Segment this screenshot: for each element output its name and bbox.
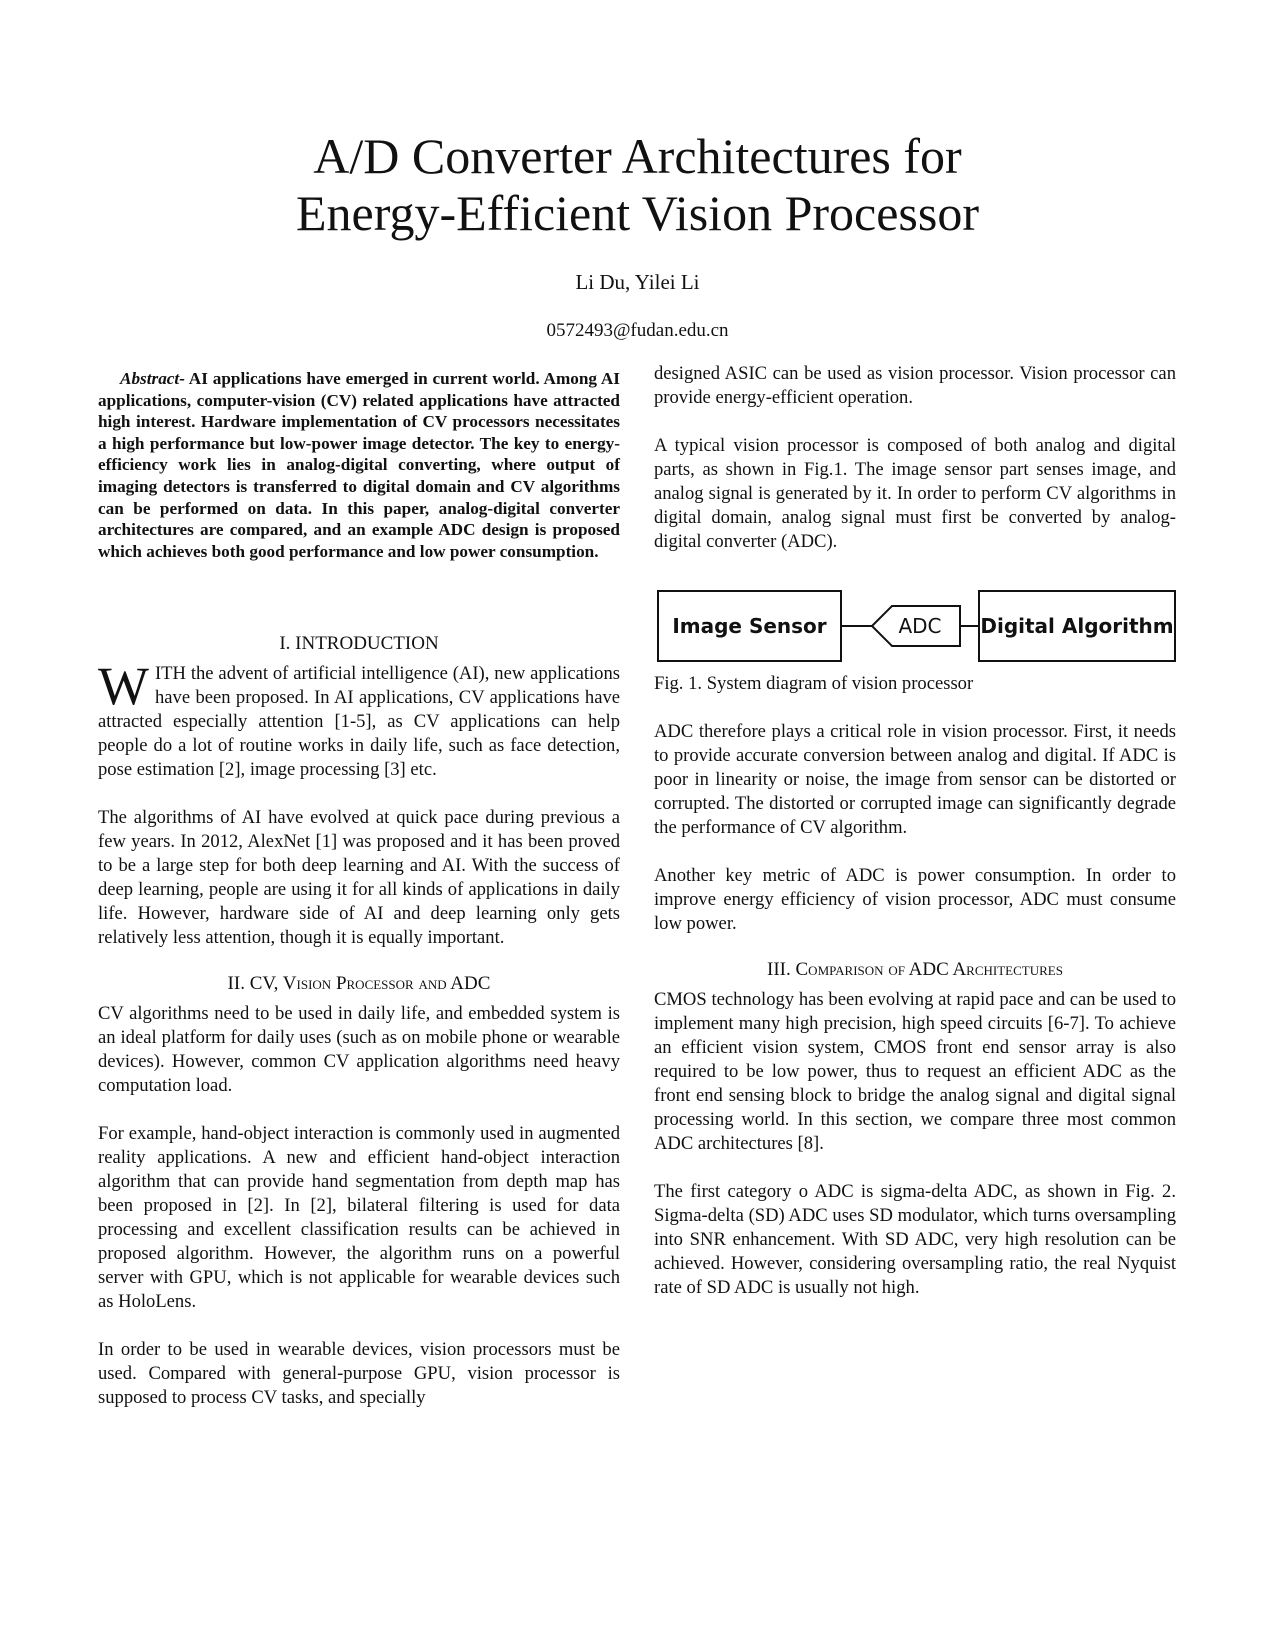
section2-paragraph-3: In order to be used in wearable devices, vision processors must be used. Compared with general-purpose GPU, vision processor is supposed to process CV tasks, and specially — [98, 1339, 620, 1409]
section-heading-introduction: I. INTRODUCTION — [279, 633, 439, 655]
title-line-2: Energy-Efficient Vision Processor — [296, 185, 979, 241]
authors: Li Du, Yilei Li — [575, 270, 700, 294]
figure-1-diagram — [654, 590, 1176, 662]
abstract-text: AI applications have emerged in current world. Among AI applications, computer-vision (CV) related applications have attracted high interest. Hardware implementation of CV processors necessitates a high performance but low-power image detector. The key to energy-efficiency work lies in analog-digital converting, where output of imaging detectors is transferred to digital domain and CV algorithms can be performed on data. In this paper, analog-digital converter architectures are compared, and an example ADC design is proposed which achieves both good performance and low power consumption. — [98, 369, 620, 561]
section-heading-comparison: III. Comparison of ADC Architectures — [767, 959, 1063, 980]
section3-paragraph-2: The first category o ADC is sigma-delta ADC, as shown in Fig. 2. Sigma-delta (SD) ADC uses SD modulator, which turns oversampling into SNR enhancement. With SD ADC, very high resolution can be achieved. However, considering oversampling ratio, the real Nyquist rate of SD ADC is usually not high. — [654, 1181, 1176, 1298]
intro-paragraph-1-text: ITH the advent of artificial intelligence (AI), new applications have been proposed. In AI applications, CV applications have attracted especially attention [1-5], as CV applications can help people do a lot of routine works in daily life, such as face detection, pose estimation [2], image processing [3] etc. — [98, 663, 620, 781]
connector-line-right — [961, 625, 979, 627]
right-paragraph-1: designed ASIC can be used as vision processor. Vision processor can provide energy-efficient operation. — [654, 363, 1176, 408]
left-column — [98, 368, 620, 1410]
right-paragraph-4: Another key metric of ADC is power consumption. In order to improve energy efficiency of vision processor, ADC must consume low power. — [654, 865, 1176, 934]
image-sensor-block: Image Sensor — [657, 590, 842, 662]
abstract — [98, 368, 620, 562]
title-line-1: A/D Converter Architectures for — [313, 128, 962, 184]
section2-paragraph-1: CV algorithms need to be used in daily life, and embedded system is an ideal platform for daily uses (such as on mobile phone or wearable devices). However, common CV application algorithms need heavy computation load. — [98, 1003, 620, 1097]
section2-paragraph-2: For example, hand-object interaction is commonly used in augmented reality applications. A new and efficient hand-object interaction algorithm that can provide hand segmentation from depth map has been proposed in [2]. In [2], bilateral filtering is used for data processing and excellent classification results can be achieved in proposed algorithm. However, the algorithm runs on a powerful server with GPU, which is not applicable for wearable devices such as HoloLens. — [98, 1123, 620, 1313]
right-column — [654, 363, 1176, 1300]
adc-block-label: ADC — [898, 614, 942, 638]
figure-1-caption: Fig. 1. System diagram of vision processor — [654, 673, 974, 694]
drop-cap: W — [98, 656, 149, 717]
intro-paragraph-1 — [98, 656, 620, 782]
author-email: 0572493@fudan.edu.cn — [546, 320, 729, 341]
right-paragraph-3: ADC therefore plays a critical role in vision processor. First, it needs to provide accurate conversion between analog and digital. If ADC is poor in linearity or noise, the image from sensor can be distorted or corrupted. The distorted or corrupted image can significantly degrade the performance of CV algorithm. — [654, 721, 1176, 838]
right-paragraph-2: A typical vision processor is composed of both analog and digital parts, as shown in Fig.1. The image sensor part senses image, and analog signal is generated by it. In order to perform CV algorithms in digital domain, analog signal must first be converted by analog-digital converter (ADC). — [654, 435, 1176, 552]
digital-algorithm-block: Digital Algorithm — [978, 590, 1176, 662]
paper-title — [0, 128, 1275, 242]
abstract-lead: Abstract- — [120, 369, 185, 388]
section3-paragraph-1: CMOS technology has been evolving at rapid pace and can be used to implement many high precision, high speed circuits [6-7]. To achieve an efficient vision system, CMOS front end sensor array is also required to be low power, thus to request an efficient ADC as the front end sensing block to bridge the analog signal and digital signal processing world. In this section, we compare three most common ADC architectures [8]. — [654, 989, 1176, 1154]
intro-paragraph-2: The algorithms of AI have evolved at quick pace during previous a few years. In 2012, AlexNet [1] was proposed and it has been proved to be a large step for both deep learning and AI. With the success of deep learning, people are using it for all kinds of applications in daily life. However, hardware side of AI and deep learning only gets relatively less attention, though it is equally important. — [98, 807, 620, 949]
connector-line-left — [842, 625, 872, 627]
section-heading-cv-vision-processor: II. CV, Vision Processor and ADC — [227, 973, 491, 995]
